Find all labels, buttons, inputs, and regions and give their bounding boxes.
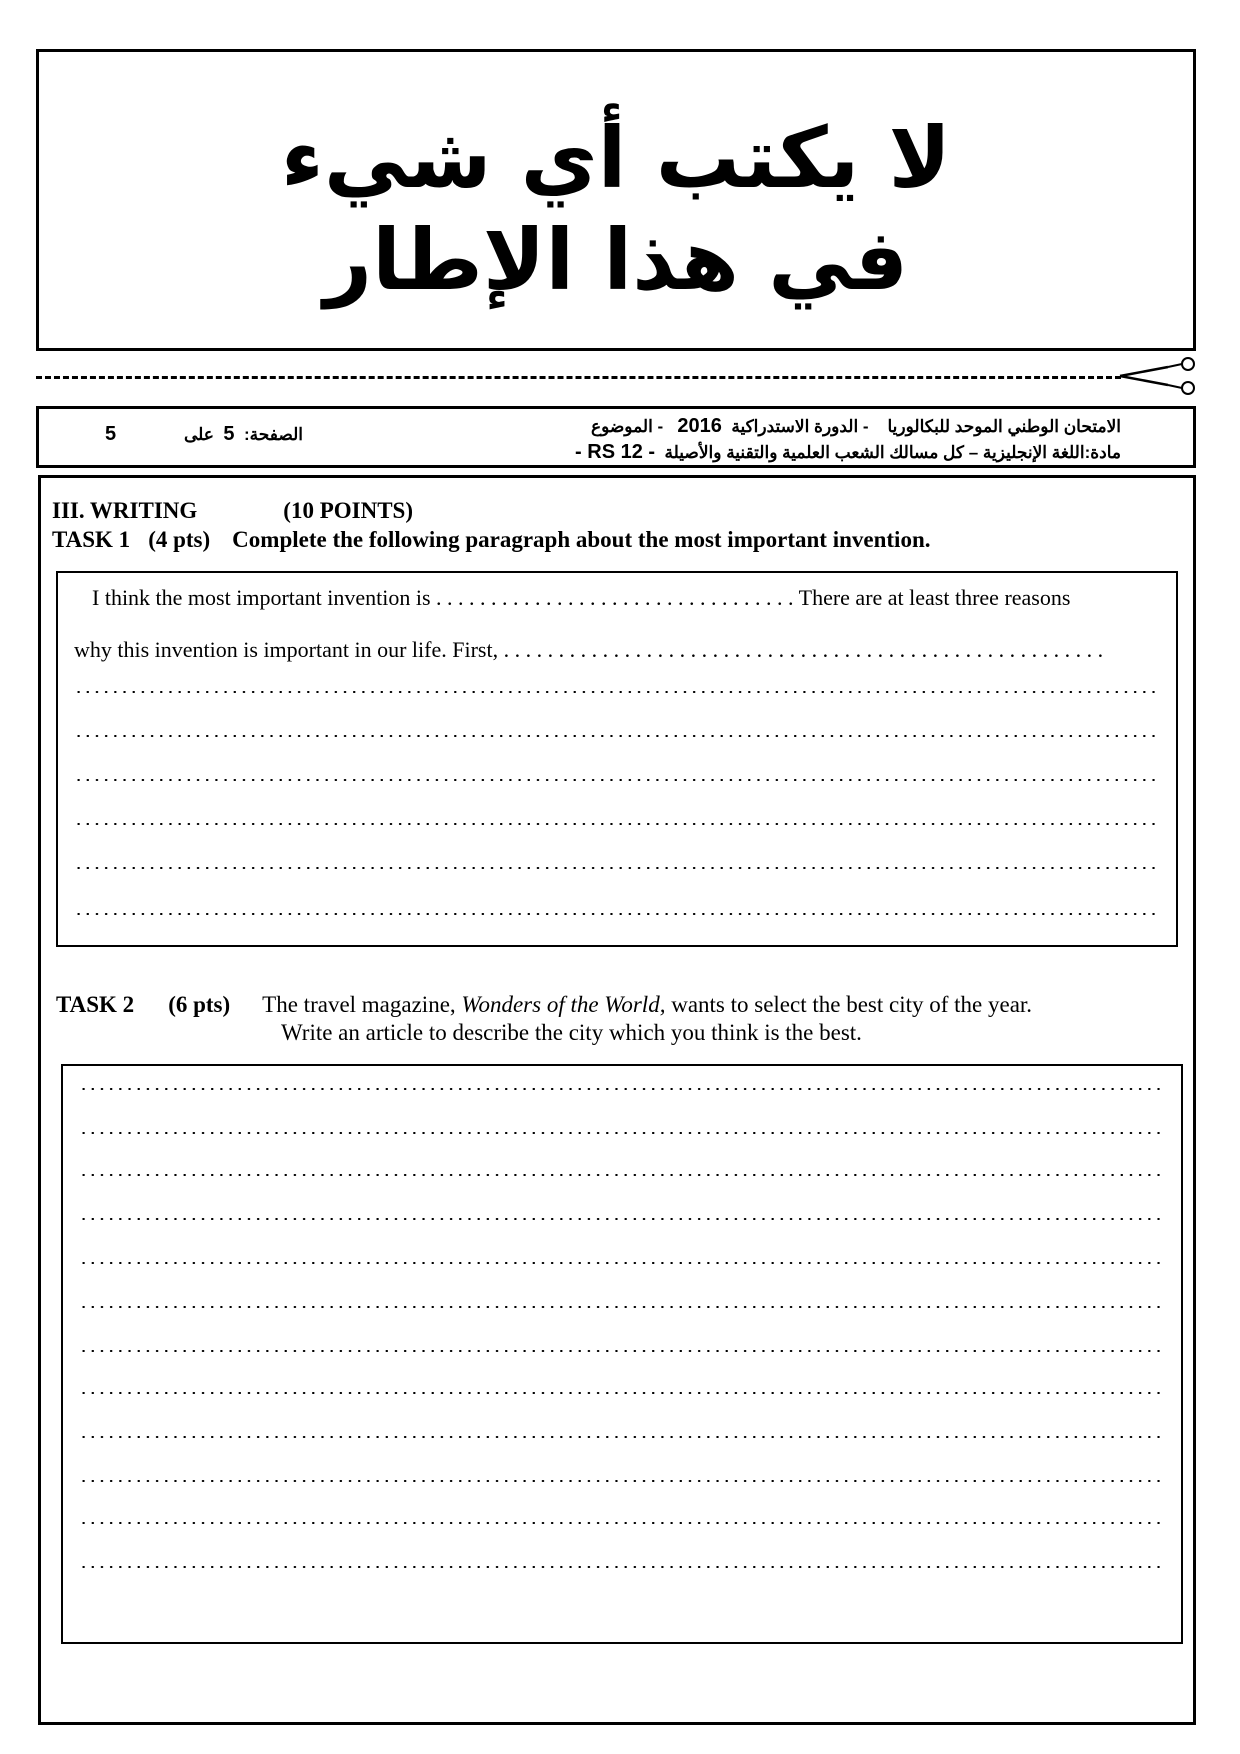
answer-line[interactable] <box>79 1088 1165 1090</box>
task1-line1-start: I think the most important invention is <box>92 585 431 610</box>
exam-subject-line <box>575 441 1121 464</box>
page-total: 5 <box>105 423 117 445</box>
cut-line <box>36 376 1121 379</box>
answer-line[interactable] <box>74 913 1160 915</box>
answer-line[interactable] <box>74 867 1160 869</box>
answer-line[interactable] <box>79 1132 1165 1134</box>
do-not-write-frame <box>36 49 1196 351</box>
page-of: على <box>184 425 214 444</box>
section-title <box>52 498 413 524</box>
task1-line1 <box>74 585 1178 611</box>
task2-rest: wants to select the best city of the year. <box>671 992 1033 1017</box>
task2-answer-box[interactable] <box>61 1064 1183 1644</box>
page-indicator <box>184 423 303 446</box>
answer-line[interactable] <box>79 1174 1165 1176</box>
exam-year: 2016 <box>677 415 722 437</box>
answer-line[interactable] <box>79 1522 1165 1524</box>
scissors-icon <box>1118 356 1198 396</box>
blank-dots[interactable]: . . . . . . . . . . . . . . . . . . . . . . . . . . . . . . . . . . . . . . . . . . . . . . . . . . . . . . . <box>503 637 1104 662</box>
task2-points: (6 pts) <box>168 992 231 1017</box>
exam-subject: مادة:اللغة الإنجليزية – كل مسالك الشعب العلمية والتقنية والأصيلة <box>664 443 1121 462</box>
answer-line[interactable] <box>74 735 1160 737</box>
exam-title: الامتحان الوطني الموحد للبكالوريا <box>887 417 1121 436</box>
blank-dots[interactable]: . . . . . . . . . . . . . . . . . . . . . . . . . . . . . . . . . <box>436 585 794 610</box>
answer-line[interactable] <box>79 1218 1165 1220</box>
task1-answer-box[interactable] <box>56 571 1178 947</box>
answer-line[interactable] <box>79 1392 1165 1394</box>
section-points: (10 POINTS) <box>283 498 413 523</box>
task1-header <box>52 527 930 553</box>
page-label: الصفحة: <box>243 425 303 444</box>
exam-session: - الدورة الاستدراكية <box>731 417 869 436</box>
answer-line[interactable] <box>79 1306 1165 1308</box>
do-not-write-line2: في هذا الإطار <box>323 211 909 309</box>
answer-line[interactable] <box>79 1436 1165 1438</box>
writing-section <box>38 475 1196 1725</box>
answer-line[interactable] <box>74 691 1160 693</box>
answer-line[interactable] <box>79 1262 1165 1264</box>
task1-line2-start: why this invention is important in our life. First, <box>74 637 499 662</box>
answer-line[interactable] <box>79 1350 1165 1352</box>
page-number: 5 <box>223 423 235 445</box>
task1-points: (4 pts) <box>148 527 211 552</box>
answer-line[interactable] <box>74 823 1160 825</box>
task2-instruction: Write an article to describe the city which you think is the best. <box>281 1020 862 1045</box>
exam-title-line <box>591 415 1121 438</box>
task2-header <box>56 992 1032 1018</box>
answer-line[interactable] <box>74 779 1160 781</box>
task1-instruction: Complete the following paragraph about the most important invention. <box>232 527 931 552</box>
task2-intro: The travel magazine, <box>262 992 456 1017</box>
exam-code: - RS 12 - <box>575 441 656 463</box>
section-label: III. WRITING <box>52 498 198 523</box>
task1-line2 <box>74 637 1160 663</box>
exam-header <box>36 406 1196 468</box>
task1-label: TASK 1 <box>52 527 131 552</box>
exam-subject-suffix: - الموضوع <box>590 417 664 436</box>
answer-line[interactable] <box>79 1480 1165 1482</box>
task1-line1-end: There are at least three reasons <box>798 585 1071 610</box>
task2-label: TASK 2 <box>56 992 135 1017</box>
task2-magazine: Wonders of the World, <box>461 992 666 1017</box>
answer-line[interactable] <box>79 1566 1165 1568</box>
do-not-write-line1: لا يكتب أي شيء <box>280 109 952 207</box>
